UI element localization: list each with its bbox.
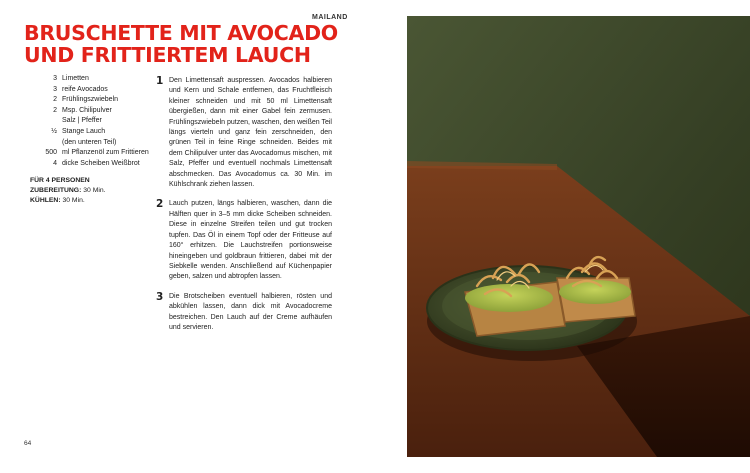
prep-label: ZUBEREITUNG: (30, 187, 82, 194)
ingredient-item (24, 85, 154, 96)
ingredient-qty: 3 (53, 85, 57, 93)
avocado-cream-left (465, 284, 553, 312)
ingredient-name: dicke Scheiben Weißbrot (62, 159, 140, 167)
ingredient-qty: 3 (53, 75, 57, 82)
step-list (156, 76, 332, 342)
ingredient-item (24, 74, 154, 85)
ingredient-item (24, 148, 154, 159)
ingredient-item (24, 116, 154, 127)
food-photo-illustration (407, 16, 750, 457)
ingredient-name: ml Pflanzenöl zum Frittieren (62, 149, 149, 157)
recipe-title-line: BRUSCHETTE MIT AVOCADO (24, 21, 338, 45)
step-number: 2 (156, 198, 164, 211)
cool-time (30, 196, 106, 206)
step-number: 3 (156, 290, 164, 303)
prep-time (30, 186, 106, 196)
cool-label: KÜHLEN: (30, 197, 61, 204)
ingredient-name: Msp. Chilipulver (62, 106, 112, 114)
ingredient-name: (den unteren Teil) (62, 138, 117, 146)
recipe-meta (30, 176, 106, 206)
section-label: MAILAND (312, 14, 348, 21)
ingredient-name: Salz | Pfeffer (62, 117, 102, 125)
recipe-title-line: UND FRITTIERTEM LAUCH (24, 43, 311, 67)
ingredient-item (24, 95, 154, 106)
servings-label: FÜR 4 PERSONEN (30, 177, 90, 184)
ingredient-item (24, 106, 154, 117)
recipe-title (24, 21, 338, 67)
step-number: 1 (156, 75, 164, 87)
ingredient-item (24, 127, 154, 138)
ingredient-qty (24, 138, 62, 149)
step-text: Die Brotscheiben eventuell halbieren, rösten und abkühlen lassen, dann dick mit Avocadocreme bestreichen. Den Lauch auf der Creme aufhäufen und servieren. (169, 292, 332, 331)
ingredient-qty: 4 (53, 159, 57, 167)
step-text: Den Limettensaft auspressen. Avocados halbieren und Kern und Schale entfernen, das Fruchtfleisch kleiner schneiden und mit 50 ml Limettensaft übergießen, dann mit einer Gabel fein zermusen. Frühlingszwiebeln putzen, waschen, den weißen Teil längs vierteln und ganz fein zerschneiden, den grünen Teil in feine Ringe schneiden. Beides mit dem Chilipulver unter das Avocadomus mischen, mit Salz, Pfeffer und eventuell nochmals Limettensaft abschmecken. Das Avocadomus ca. 30 Min. im Kühlschrank ziehen lassen. (169, 77, 332, 189)
cool-value: 30 Min. (62, 197, 85, 204)
ingredient-name: Limetten (62, 75, 89, 82)
ingredient-qty: ½ (51, 127, 57, 135)
food-photo (407, 16, 750, 457)
step-item (156, 292, 332, 334)
ingredient-item (24, 159, 154, 170)
step-item (156, 76, 332, 190)
ingredient-name: Stange Lauch (62, 127, 106, 135)
ingredient-list (24, 74, 154, 169)
step-text: Lauch putzen, längs halbieren, waschen, dann die Hälften quer in 3–5 mm dicke Scheiben schneiden. Diese in einzelne Streifen teilen und gut trocken tupfen. Das Öl in einem Topf oder der Fritteuse auf 160° erhitzen. Die Lauchstreifen portionsweise hineingeben und goldbraun frittieren, dabei mit der Siebkelle wenden. Anschließend auf Küchenpapier geben, salzen und abtropfen lassen. (169, 200, 332, 281)
ingredient-qty: 2 (53, 96, 57, 104)
page-number: 64 (24, 440, 32, 447)
ingredient-qty: 2 (53, 106, 57, 114)
step-item (156, 199, 332, 282)
prep-value: 30 Min. (83, 187, 106, 194)
ingredient-qty (24, 116, 62, 127)
ingredient-name: reife Avocados (62, 85, 108, 93)
ingredient-qty: 500 (45, 149, 57, 157)
ingredient-item (24, 138, 154, 149)
ingredient-name: Frühlingszwiebeln (62, 96, 119, 104)
